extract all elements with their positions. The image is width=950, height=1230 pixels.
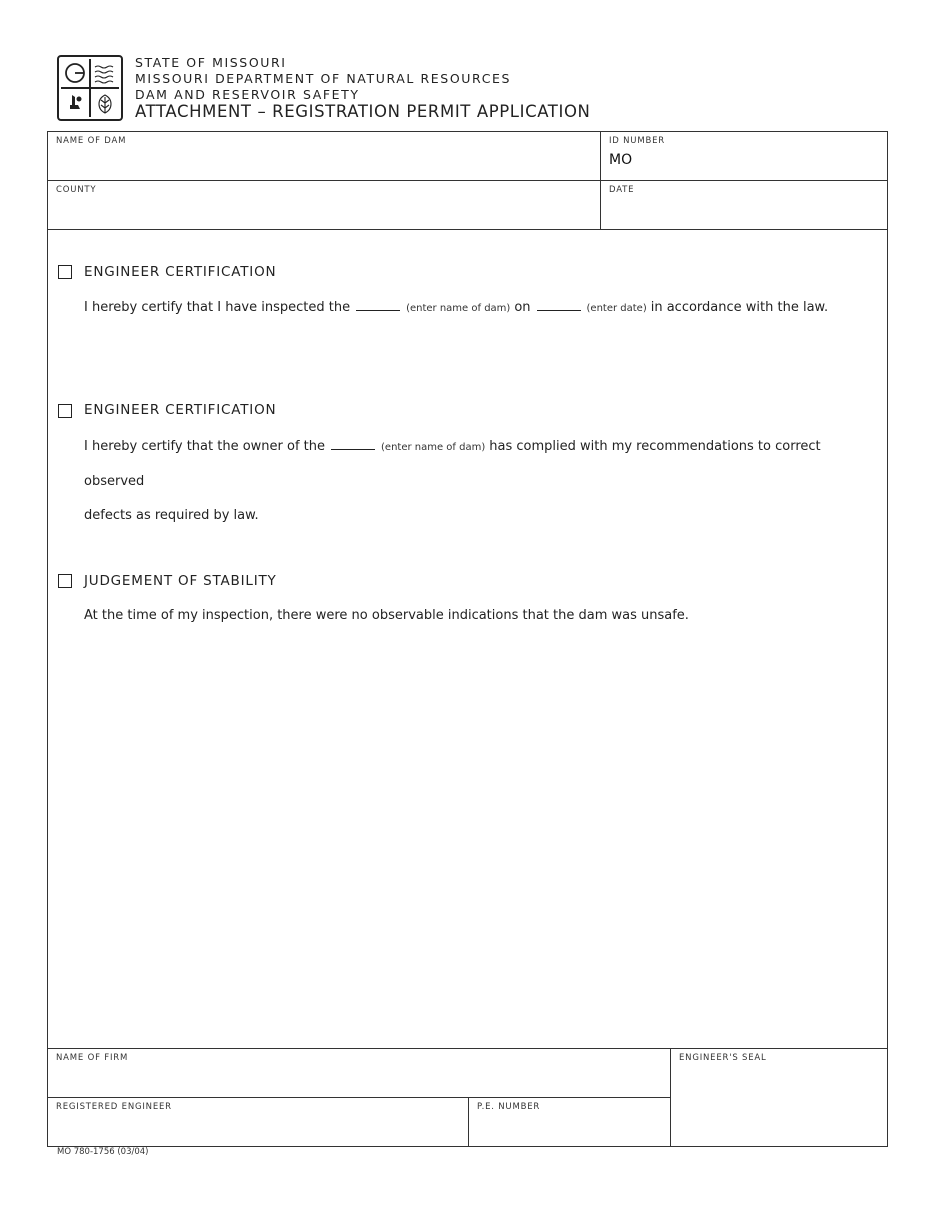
name-of-dam-field[interactable] — [47, 131, 601, 181]
name-of-firm-field[interactable] — [47, 1048, 671, 1098]
header-program: DAM AND RESERVOIR SAFETY — [135, 87, 360, 102]
county-field[interactable] — [47, 180, 601, 230]
id-number-field[interactable] — [600, 131, 888, 181]
section-heading: ENGINEER CERTIFICATION — [84, 402, 277, 418]
name-of-firm-label: NAME OF FIRM — [56, 1053, 129, 1063]
form-title: ATTACHMENT – REGISTRATION PERMIT APPLICATION — [135, 102, 591, 121]
certification-body — [47, 229, 888, 1049]
statement-text: on — [514, 300, 531, 315]
date-label: DATE — [609, 185, 635, 195]
statement-text: defects as required by law. — [84, 508, 259, 523]
registered-engineer-label: REGISTERED ENGINEER — [56, 1102, 172, 1112]
name-of-dam-label: NAME OF DAM — [56, 136, 127, 146]
header-state: STATE OF MISSOURI — [135, 55, 287, 70]
statement-text: I hereby certify that the owner of the — [84, 439, 326, 454]
statement-text: in accordance with the law. — [650, 300, 829, 315]
stability-statement: At the time of my inspection, there were no observable indications that the dam was unsafe. — [84, 608, 689, 623]
statement-text: has complied with my recommendations to correct observed — [84, 439, 821, 489]
dam-name-hint: (enter name of dam) — [381, 442, 486, 453]
engineer-certification-compliance-checkbox[interactable] — [58, 404, 72, 418]
county-label: COUNTY — [56, 185, 97, 195]
section-heading: ENGINEER CERTIFICATION — [84, 264, 277, 280]
compliance-statement — [84, 430, 864, 533]
date-hint: (enter date) — [586, 303, 647, 314]
engineers-seal-field[interactable] — [670, 1048, 888, 1147]
statement-text: I hereby certify that I have inspected the — [84, 300, 351, 315]
judgement-of-stability-checkbox[interactable] — [58, 574, 72, 588]
id-number-label: ID NUMBER — [609, 136, 665, 146]
date-blank[interactable] — [537, 298, 581, 311]
pe-number-label: P.E. NUMBER — [477, 1102, 541, 1112]
dam-name-blank[interactable] — [331, 437, 375, 450]
form-number: MO 780-1756 (03/04) — [57, 1147, 149, 1157]
pe-number-field[interactable] — [468, 1097, 671, 1147]
date-field[interactable] — [600, 180, 888, 230]
dam-name-blank[interactable] — [356, 298, 400, 311]
department-logo — [57, 55, 123, 121]
section-heading: JUDGEMENT OF STABILITY — [84, 573, 277, 589]
engineers-seal-label: ENGINEER'S SEAL — [679, 1053, 767, 1063]
header-department: MISSOURI DEPARTMENT OF NATURAL RESOURCES — [135, 71, 512, 86]
engineer-certification-inspection-checkbox[interactable] — [58, 265, 72, 279]
logo-icon — [59, 57, 121, 119]
inspection-statement — [84, 291, 828, 326]
id-number-value: MO — [609, 152, 633, 168]
registered-engineer-field[interactable] — [47, 1097, 469, 1147]
dam-name-hint: (enter name of dam) — [406, 303, 511, 314]
